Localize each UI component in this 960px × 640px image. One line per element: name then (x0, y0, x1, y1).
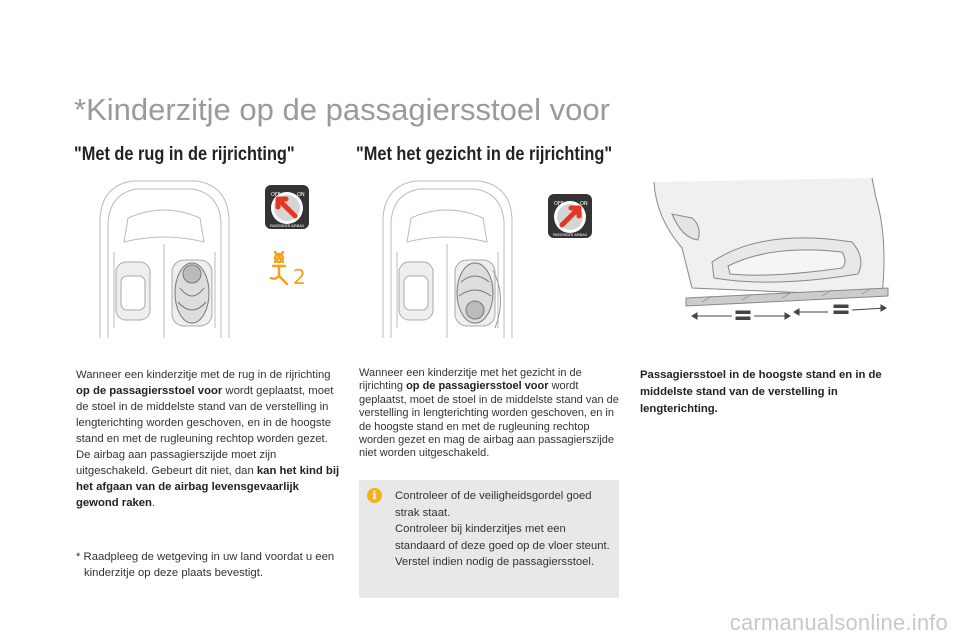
switch-airbag-label: PASSENGER AIRBAG (269, 224, 305, 228)
legislation-note: * Raadpleeg de wetgeving in uw land voordat u een kinderzitje op deze plaats bevestigt. (76, 551, 335, 579)
rear-text-1: Wanneer een kinderzitje met de rug in de rijrichting (76, 369, 331, 381)
info-icon: i (367, 488, 382, 503)
info-line-1: Controleer of de veiligheidsgordel goed strak staat. (395, 490, 592, 519)
seat-position-caption: Passagiersstoel in de hoogste stand en in de middelste stand van de verstelling in lengterichting. (640, 369, 882, 415)
forward-bold-1: op de passagiersstoel voor (406, 380, 549, 393)
rear-text-4: . (151, 497, 156, 509)
driver-seat (116, 262, 150, 320)
rear-facing-heading: "Met de rug in de rijrichting" (74, 144, 295, 165)
switch-on-label: ON (297, 192, 305, 198)
airbag-indicator-number: 2 (293, 265, 306, 286)
seat-side-view-illustration (652, 178, 892, 328)
page-title: *Kinderzitje op de passagiersstoel voor (74, 92, 610, 127)
forward-text-2: wordt geplaatst, moet de stoel in de middelste stand van de verstelling in lengterichting worden geschoven, en in de hoogste stand en met de rugleuning rechtop worden gezet en mag de airbag aan passagierszijde niet worden uitgeschakeld. (359, 380, 619, 460)
info-box (359, 480, 619, 598)
forward-facing-paragraph (359, 367, 627, 461)
forward-text-1: Wanneer een kinderzitje met het gezicht in de rijrichting (359, 367, 582, 393)
info-text (395, 488, 615, 571)
switch-off-label: OFF (271, 192, 281, 198)
rear-bold-2: kan het kind bij het afgaan van de airbag levensgevaarlijk gewond raken (76, 465, 340, 509)
airbag-switch-off-icon (265, 185, 309, 229)
rear-bold-1: op de passagiersstoel voor (76, 385, 223, 397)
switch-airbag-label: PASSENGER AIRBAG (552, 233, 588, 237)
forward-facing-heading: "Met het gezicht in de rijrichting" (356, 144, 613, 165)
airbag-switch-on-icon (548, 194, 592, 238)
watermark: carmanualsonline.info (729, 610, 948, 635)
rear-text-3: De airbag aan passagierszijde moet zijn uitgeschakeld. Gebeurt dit niet, dan (76, 449, 277, 477)
rear-facing-paragraph (76, 367, 341, 511)
airbag-off-warning-icon (269, 250, 307, 286)
switch-off-label: OFF (554, 201, 564, 207)
info-line-2: Controleer bij kinderzitjes met een standaard of deze goed op de vloer steunt. Verstel indien nodig de passagiersstoel. (395, 523, 610, 568)
passenger-seat-with-child-seat (455, 260, 501, 328)
passenger-seat-with-child-seat (172, 260, 212, 326)
rear-text-2: wordt geplaatst, moet de stoel in de middelste stand van de verstelling in lengterichting worden geschoven, en in de hoogste stand en met de rugleuning rechtop worden gezet. (76, 385, 334, 445)
driver-seat (399, 262, 433, 320)
forward-facing-car-illustration (375, 178, 520, 338)
rear-facing-car-illustration (92, 178, 237, 338)
switch-on-label: ON (580, 201, 588, 207)
